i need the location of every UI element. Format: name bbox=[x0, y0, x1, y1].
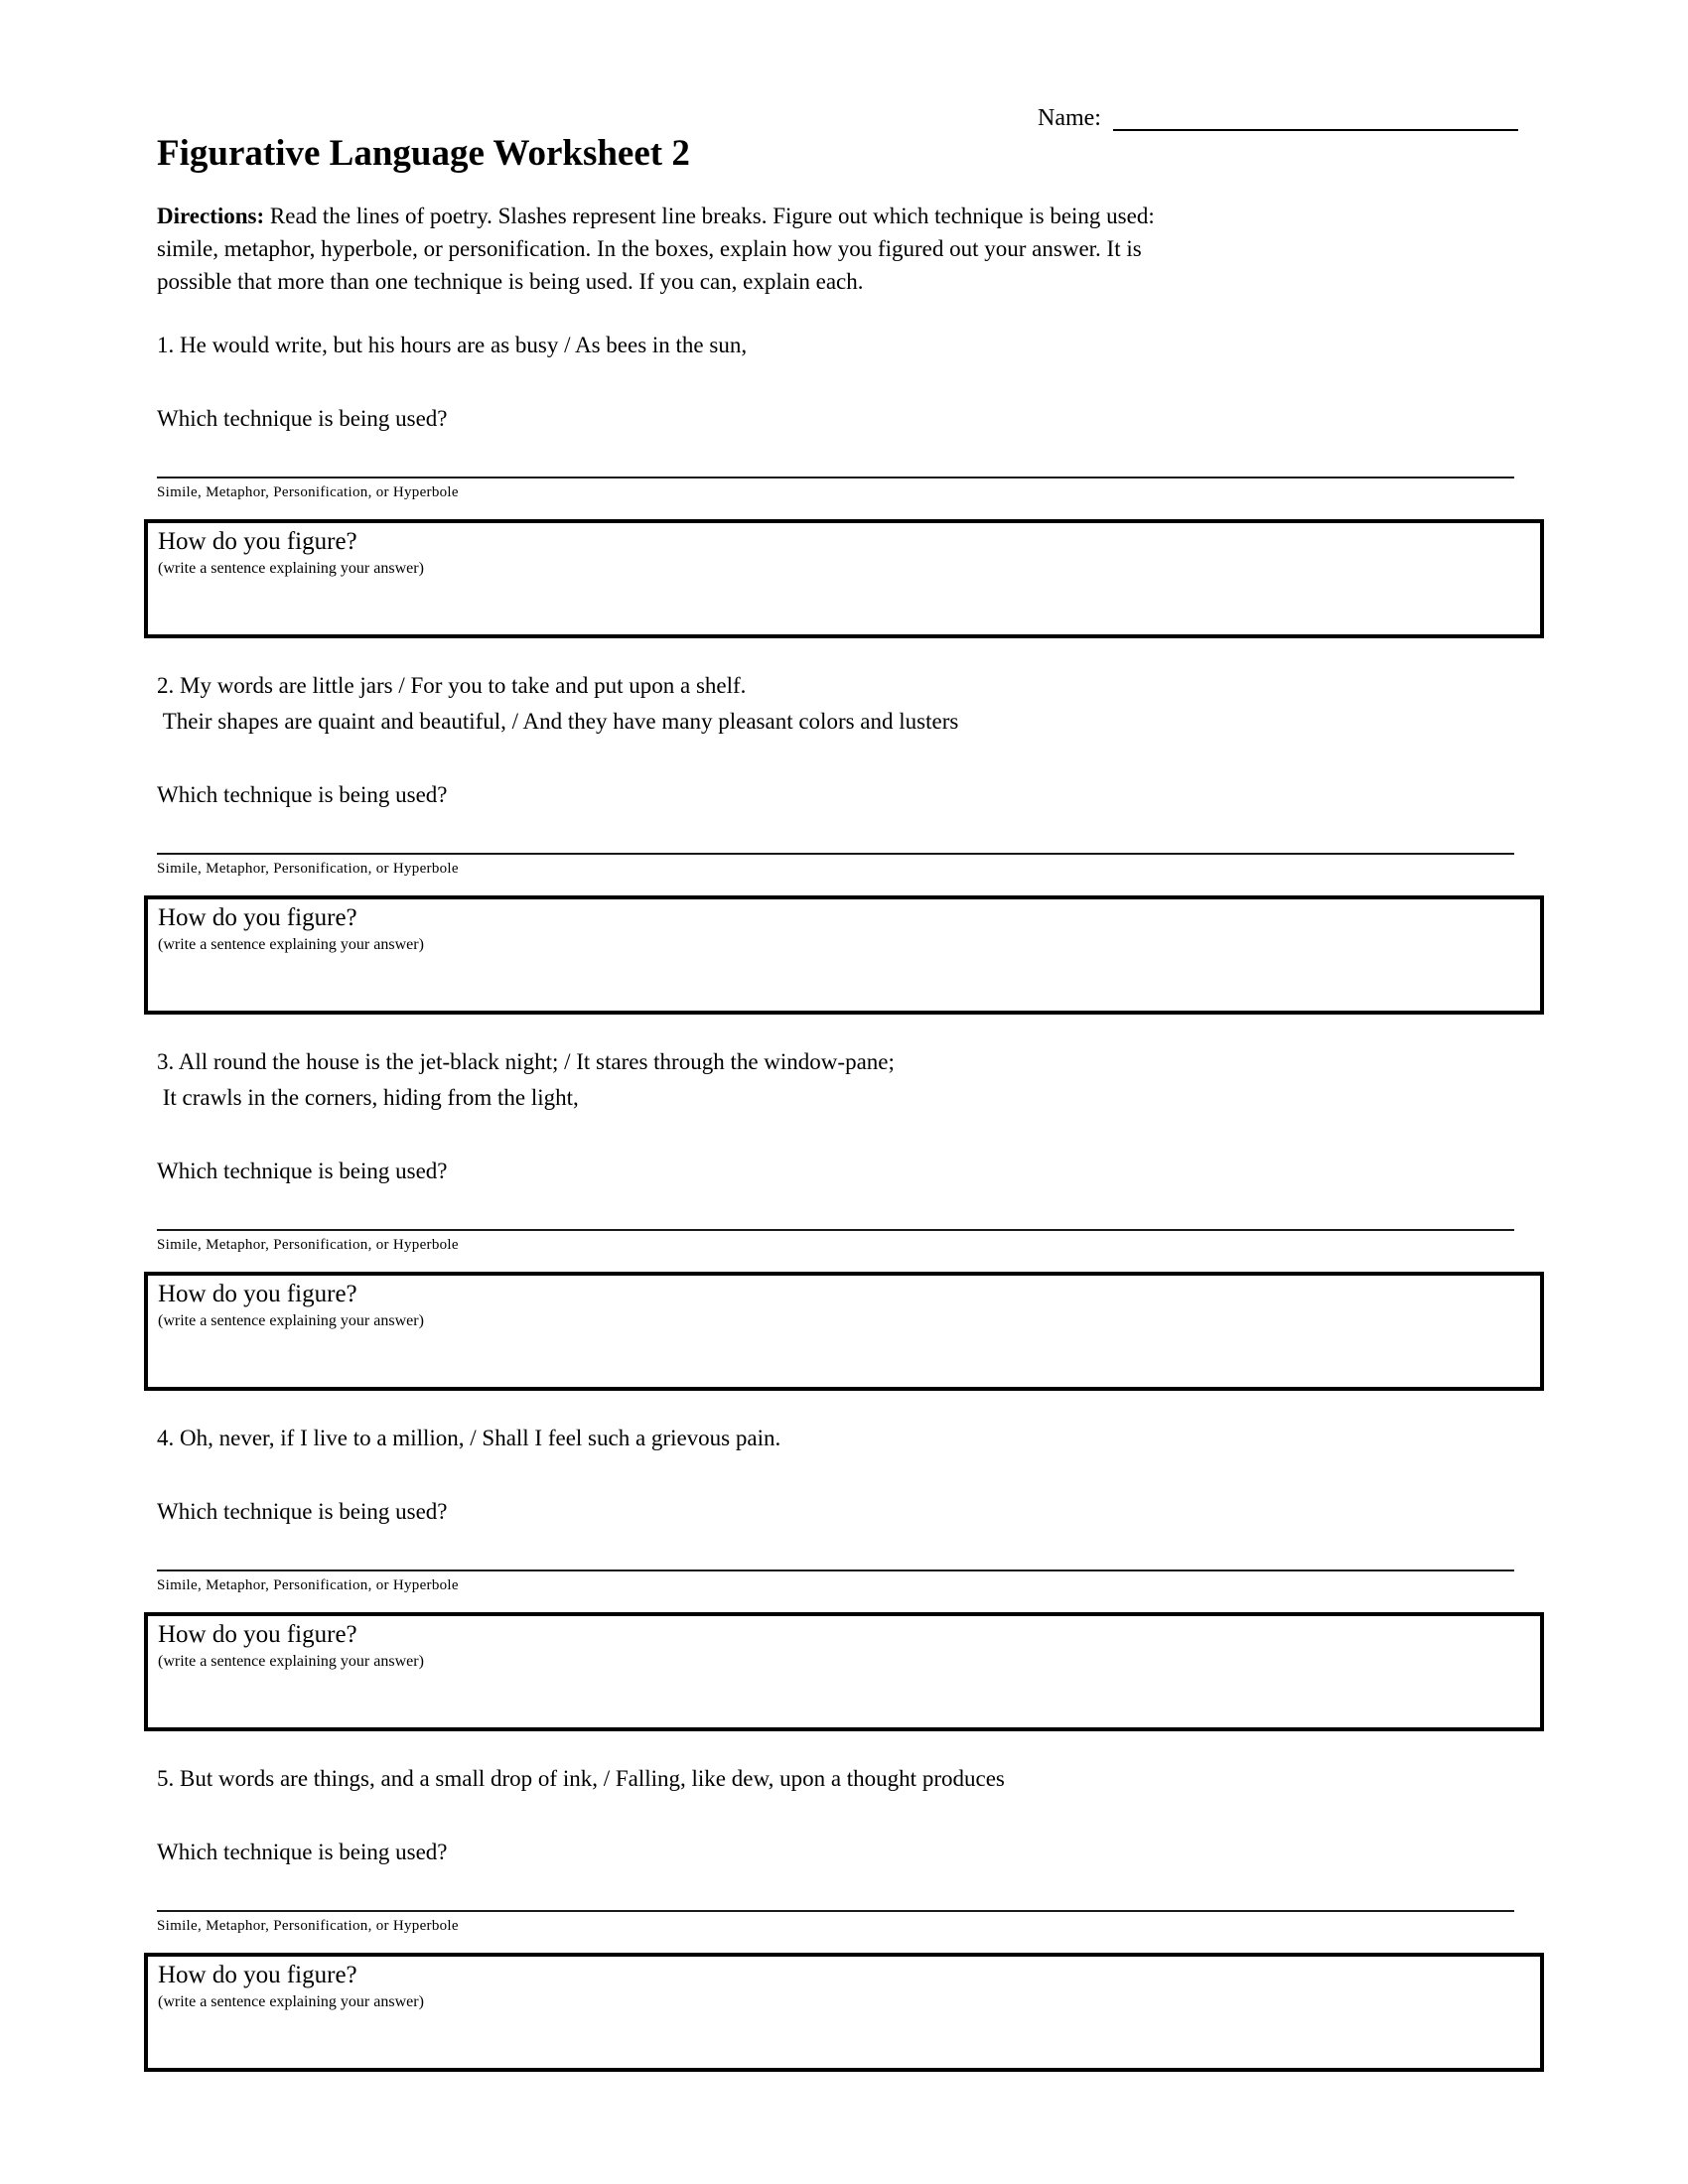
question-line: 3. All round the house is the jet-black night; / It stares through the window-pane; bbox=[157, 1049, 895, 1074]
technique-prompt: Which technique is being used? bbox=[157, 1499, 448, 1524]
directions-line: possible that more than one technique is being used. If you can, explain each. bbox=[157, 269, 864, 294]
technique-prompt: Which technique is being used? bbox=[157, 406, 448, 431]
answer-box[interactable] bbox=[144, 1612, 1544, 1731]
question-section-5 bbox=[144, 1761, 1544, 2072]
directions-label: Directions: bbox=[157, 204, 265, 228]
answer-hint: Simile, Metaphor, Personification, or Hyperbole bbox=[157, 861, 459, 877]
answer-line[interactable] bbox=[157, 853, 1514, 855]
question-text-5 bbox=[157, 1761, 1544, 1797]
name-label: Name: bbox=[1038, 105, 1101, 131]
question-line: 4. Oh, never, if I live to a million, / Shall I feel such a grievous pain. bbox=[157, 1426, 781, 1450]
answer-line[interactable] bbox=[157, 1910, 1514, 1912]
question-section-2 bbox=[144, 668, 1544, 1015]
question-line: 2. My words are little jars / For you to take and put upon a shelf. bbox=[157, 673, 747, 698]
answer-box-title: How do you figure? bbox=[158, 1962, 357, 1988]
answer-box-note: (write a sentence explaining your answer) bbox=[158, 560, 424, 577]
question-section-4 bbox=[144, 1421, 1544, 1731]
answer-line[interactable] bbox=[157, 1229, 1514, 1231]
answer-hint: Simile, Metaphor, Personification, or Hyperbole bbox=[157, 1237, 459, 1253]
question-line: 1. He would write, but his hours are as busy / As bees in the sun, bbox=[157, 333, 748, 357]
directions-line bbox=[157, 200, 1544, 232]
technique-prompt: Which technique is being used? bbox=[157, 782, 448, 807]
answer-line[interactable] bbox=[157, 1570, 1514, 1571]
answer-box[interactable] bbox=[144, 1272, 1544, 1391]
page-title: Figurative Language Worksheet 2 bbox=[157, 133, 690, 174]
answer-box-title: How do you figure? bbox=[158, 1621, 357, 1648]
answer-box-note: (write a sentence explaining your answer) bbox=[158, 936, 424, 953]
answer-box[interactable] bbox=[144, 1953, 1544, 2072]
question-section-3 bbox=[144, 1044, 1544, 1391]
directions bbox=[157, 200, 1544, 298]
answer-box[interactable] bbox=[144, 895, 1544, 1015]
question-text-3 bbox=[157, 1044, 1544, 1116]
question-text-1 bbox=[157, 328, 1544, 363]
answer-hint: Simile, Metaphor, Personification, or Hyperbole bbox=[157, 484, 459, 500]
answer-box[interactable] bbox=[144, 519, 1544, 638]
answer-box-title: How do you figure? bbox=[158, 1281, 357, 1307]
technique-prompt: Which technique is being used? bbox=[157, 1840, 448, 1864]
question-line: Their shapes are quaint and beautiful, / And they have many pleasant colors and lusters bbox=[157, 709, 959, 734]
technique-prompt: Which technique is being used? bbox=[157, 1159, 448, 1183]
answer-box-note: (write a sentence explaining your answer) bbox=[158, 1653, 424, 1670]
answer-box-note: (write a sentence explaining your answer) bbox=[158, 1993, 424, 2010]
answer-box-title: How do you figure? bbox=[158, 904, 357, 931]
question-section-1 bbox=[144, 328, 1544, 638]
question-text-2 bbox=[157, 668, 1544, 740]
answer-box-title: How do you figure? bbox=[158, 528, 357, 555]
question-line: It crawls in the corners, hiding from the light, bbox=[157, 1085, 579, 1110]
answer-box-note: (write a sentence explaining your answer) bbox=[158, 1312, 424, 1329]
question-text-4 bbox=[157, 1421, 1544, 1456]
answer-line[interactable] bbox=[157, 477, 1514, 478]
directions-text: Read the lines of poetry. Slashes represent line breaks. Figure out which technique is being used: bbox=[269, 204, 1155, 228]
worksheet-content bbox=[144, 0, 1544, 2072]
question-line: 5. But words are things, and a small drop of ink, / Falling, like dew, upon a thought produces bbox=[157, 1766, 1005, 1791]
directions-line: simile, metaphor, hyperbole, or personification. In the boxes, explain how you figured out your answer. It is bbox=[157, 236, 1142, 261]
answer-hint: Simile, Metaphor, Personification, or Hyperbole bbox=[157, 1577, 459, 1593]
answer-hint: Simile, Metaphor, Personification, or Hyperbole bbox=[157, 1918, 459, 1934]
